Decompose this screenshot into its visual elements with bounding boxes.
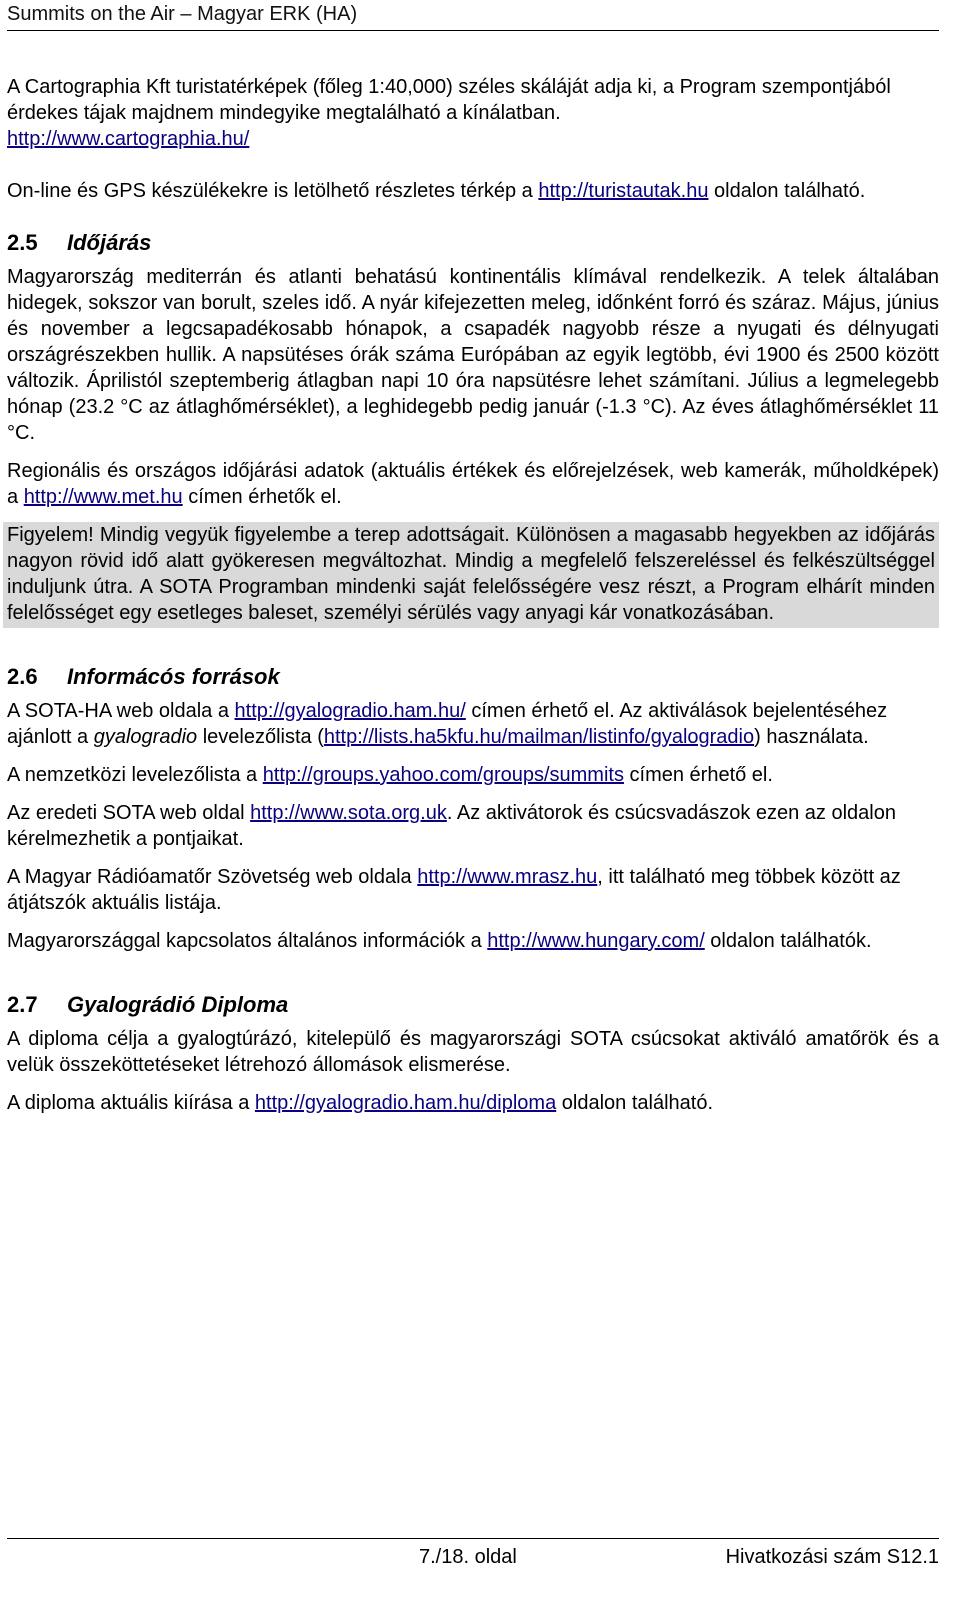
maps-paragraph-2 xyxy=(7,178,939,204)
diploma-link[interactable]: http://gyalogradio.ham.hu/diploma xyxy=(254,1092,557,1114)
document-body xyxy=(7,74,939,1116)
maps-text: On-line és GPS készülékekre is letölhető részletes térkép a xyxy=(7,180,539,202)
section-number: 2.6 xyxy=(7,664,38,689)
section-title: Informácós források xyxy=(67,664,280,689)
mailing-list-link[interactable]: http://lists.ha5kfu.hu/mailman/listinfo/gyalogradio xyxy=(323,726,755,748)
info-text: ) használata. xyxy=(754,726,869,748)
info-text: A Magyar Rádióamatőr Szövetség web oldala xyxy=(7,866,418,888)
page-header xyxy=(7,0,939,31)
info-text: , itt található meg többek között az átjátszók aktuális listája. xyxy=(7,866,901,914)
section-number: 2.5 xyxy=(7,230,38,255)
maps-text: A Cartographia Kft turistatérképek (főleg 1:40,000) széles skáláját adja ki, a Program szempontjából érdekes tájak majdnem mindegyike megtalálható a kínálatban. xyxy=(7,76,891,124)
info-text: oldalon találhatók. xyxy=(704,930,872,952)
section-heading-weather xyxy=(7,230,939,256)
diploma-paragraph-2 xyxy=(7,1090,939,1116)
weather-paragraph-1: Magyarország mediterrán és atlanti behatású kontinentális klímával rendelkezik. A telek általában hidegek, sokszor van borult, szeles idő. A nyár kifejezetten meleg, időnként forró és száraz. Május, június és november a legcsapadékosabb hónapok, a csapadék nagyobb része a nyugati és délnyugati országrészekben hullik. A napsütéses órák száma Európában az egyik legtöbb, évi 1900 és 2500 között változik. Áprilistól szeptemberig átlagban napi 10 óra napsütésre lehet számítani. Július a legmelegebb hónap (23.2 °C az átlaghőmérséklet), a leghidegebb pedig január (-1.3 °C). Az éves átlaghőmérséklet 11 °C. xyxy=(7,266,939,444)
section-heading-info xyxy=(7,664,939,690)
header-title: Summits on the Air – Magyar ERK (HA) xyxy=(7,3,358,25)
diploma-text: oldalon található. xyxy=(556,1092,714,1114)
section-heading-diploma xyxy=(7,992,939,1018)
info-text: A SOTA-HA web oldala a xyxy=(7,700,235,722)
page-number: 7./18. oldal xyxy=(419,1546,517,1568)
maps-paragraph-1 xyxy=(7,74,939,152)
info-text: címen érhető el. xyxy=(623,764,773,786)
section-title: Időjárás xyxy=(67,230,152,255)
info-paragraph-1 xyxy=(7,698,939,750)
info-text: Magyarországgal kapcsolatos általános információk a xyxy=(7,930,488,952)
sota-link[interactable]: http://www.sota.org.uk xyxy=(250,802,447,824)
gyalogradio-link[interactable]: http://gyalogradio.ham.hu/ xyxy=(234,700,466,722)
info-text: . Az aktivátorok és csúcsvadászok ezen az oldalon kérelmezhetik a pontjaikat. xyxy=(7,802,896,850)
hungary-link[interactable]: http://www.hungary.com/ xyxy=(487,930,705,952)
diploma-paragraph-1: A diploma célja a gyalogtúrázó, kitelepülő és magyarországi SOTA csúcsokat aktiváló amatőrök és a velük összeköttetéseket létrehozó állomások elismerése. xyxy=(7,1028,939,1076)
cartographia-link[interactable]: http://www.cartographia.hu/ xyxy=(7,128,250,150)
document-page xyxy=(7,0,939,1601)
maps-text: oldalon található. xyxy=(708,180,866,202)
section-number: 2.7 xyxy=(7,992,38,1017)
section-title: Gyalográdió Diploma xyxy=(67,992,289,1017)
info-text-italic: gyalogradio xyxy=(93,726,198,748)
weather-text: Regionális és országos időjárási adatok (aktuális értékek és előrejelzések, web kamerák, műholdképek) a xyxy=(7,460,939,508)
mrasz-link[interactable]: http://www.mrasz.hu xyxy=(417,866,598,888)
turistautak-link[interactable]: http://turistautak.hu xyxy=(538,180,709,202)
met-link[interactable]: http://www.met.hu xyxy=(23,486,183,508)
weather-paragraph-2 xyxy=(7,458,939,510)
info-text: címen érhető el. Az aktiválások bejelentéséhez ajánlott a xyxy=(7,700,888,748)
reference-number: Hivatkozási szám S12.1 xyxy=(725,1546,939,1568)
info-paragraph-4 xyxy=(7,864,939,916)
diploma-text: A diploma aktuális kiírása a xyxy=(7,1092,255,1114)
info-text: Az eredeti SOTA web oldal xyxy=(7,802,251,824)
weather-text: címen érhetők el. xyxy=(182,486,342,508)
info-text: A nemzetközi levelezőlista a xyxy=(7,764,263,786)
info-paragraph-3 xyxy=(7,800,939,852)
yahoo-groups-link[interactable]: http://groups.yahoo.com/groups/summits xyxy=(262,764,624,786)
page-footer xyxy=(7,1538,939,1569)
info-paragraph-2 xyxy=(7,762,939,788)
warning-box: Figyelem! Mindig vegyük figyelembe a terep adottságait. Különösen a magasabb hegyekben az időjárás nagyon rövid idő alatt gyökeresen megváltozhat. Mindig a megfelelő felszereléssel és felkészültséggel induljunk útra. A SOTA Programban mindenki saját felelősségére vesz részt, a Program elhárít minden felelősséget egy esetleges baleset, személyi sérülés vagy anyagi kár vonatkozásában. xyxy=(3,522,939,628)
info-paragraph-5 xyxy=(7,928,939,954)
info-text: levelezőlista ( xyxy=(197,726,324,748)
